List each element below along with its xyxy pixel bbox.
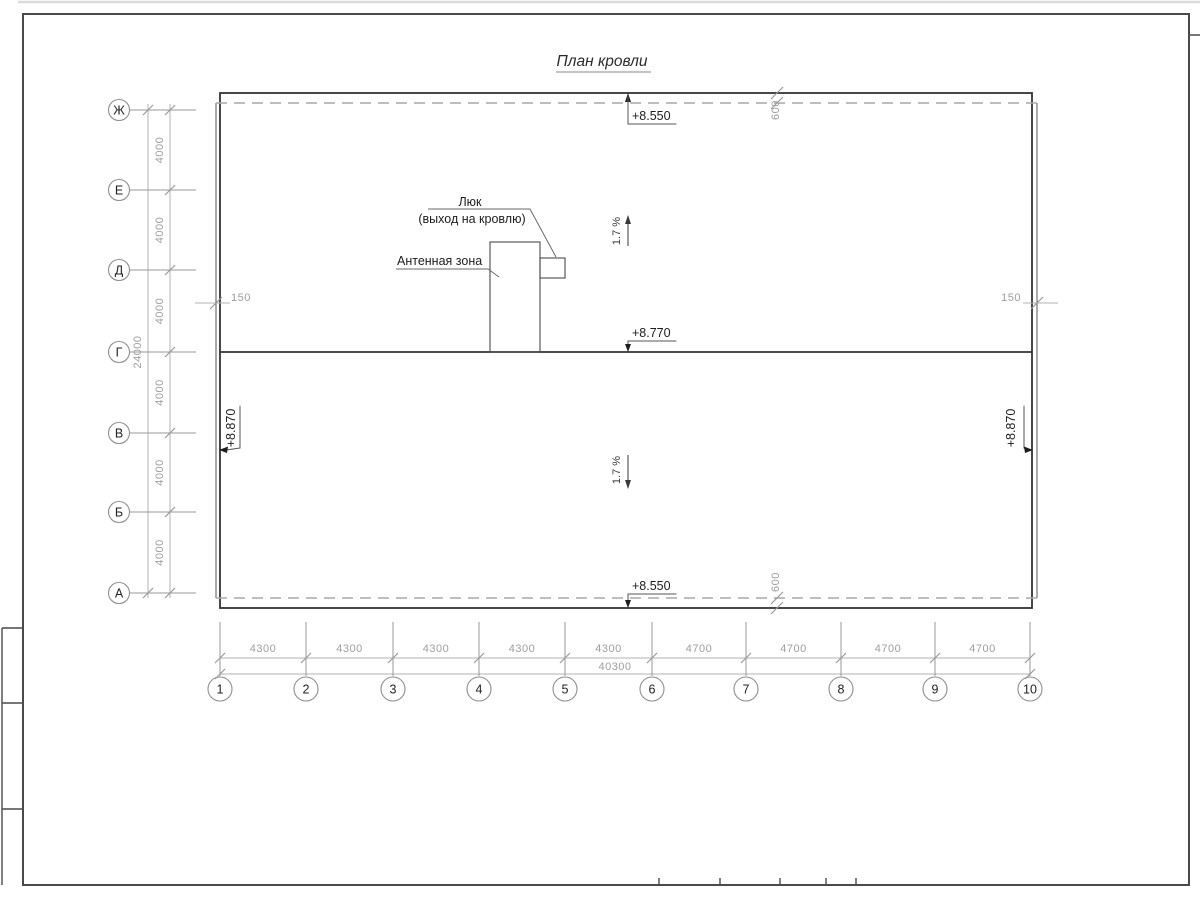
col-segment-dim: 4300 <box>336 643 363 655</box>
row-axis-label: В <box>114 426 124 441</box>
elevation-ridge <box>625 326 676 352</box>
col-segment-dim: 4300 <box>508 643 536 655</box>
col-axis-label: 10 <box>1023 682 1037 697</box>
slope-upper-value: 1.7 % <box>611 216 623 246</box>
roof-hatch-rect <box>540 258 565 278</box>
arrow-down-icon <box>625 480 631 489</box>
col-segment-dim: 4700 <box>874 643 902 655</box>
row-axis-label: Г <box>115 345 123 360</box>
frame-border <box>23 14 1189 885</box>
col-axis-label: 2 <box>302 682 310 697</box>
row-axis-label: Б <box>114 505 124 520</box>
col-axis-label: 1 <box>216 682 224 697</box>
elevation-right-value: +8.870 <box>1004 408 1018 448</box>
row-segment-dim: 4000 <box>154 136 166 164</box>
roof-edge-rect <box>220 93 1032 608</box>
antenna-zone-rect <box>490 242 540 352</box>
parapet-dims <box>195 292 1058 309</box>
col-axis-label: 9 <box>931 682 939 697</box>
row-segment-dim: 4000 <box>154 297 166 325</box>
overhang-top <box>770 87 783 120</box>
col-axis-label: 6 <box>648 682 656 697</box>
arrow-down-icon <box>625 344 631 352</box>
overhang-bottom-value: 600 <box>770 572 782 592</box>
col-segment-dim: 4700 <box>969 643 996 655</box>
row-segment-dim: 4000 <box>154 216 166 244</box>
col-segment-dim: 4700 <box>685 643 713 655</box>
arrow-up-icon <box>625 215 631 224</box>
antenna-zone-group <box>396 195 565 352</box>
parapet-dim-right <box>1001 292 1058 309</box>
col-axis-label: 4 <box>475 682 483 697</box>
elevation-ridge-value: +8.770 <box>632 326 671 340</box>
parapet-left-value: 150 <box>231 292 251 304</box>
slope-upper <box>611 215 631 246</box>
antenna-zone-label: Антенная зона <box>397 254 483 268</box>
slope-lower-value: 1.7 % <box>611 455 623 485</box>
slope-lower <box>611 455 631 489</box>
row-total-dim: 24000 <box>132 335 144 369</box>
sheet-frame <box>2 14 1200 885</box>
col-segment-dim: 4300 <box>249 643 277 655</box>
col-total-dim: 40300 <box>598 661 632 673</box>
row-segment-dim: 4000 <box>154 379 166 406</box>
row-axis-grid <box>109 100 197 604</box>
elevation-left-value: +8.870 <box>224 408 238 448</box>
row-axis-label: Д <box>114 263 124 278</box>
row-axis-label: А <box>114 586 124 601</box>
row-segment-dim: 4000 <box>154 539 166 566</box>
col-segment-dim: 4700 <box>780 643 807 655</box>
roof-outline <box>216 93 1037 608</box>
arrow-down-icon <box>625 600 631 608</box>
elevation-top <box>625 93 676 124</box>
elevation-right-wall <box>1004 406 1033 453</box>
col-axis-label: 7 <box>742 682 750 697</box>
roof-hatch-label-line1: Люк <box>458 195 482 209</box>
row-axis-label: Ж <box>113 103 125 118</box>
col-axis-grid <box>208 622 1042 701</box>
row-segment-dim: 4000 <box>154 459 166 486</box>
parapet-dim-left <box>195 292 251 309</box>
elevation-bottom <box>625 579 676 608</box>
drawing-title: План кровли <box>556 53 648 70</box>
overhang-top-value: 600 <box>770 100 782 120</box>
roof-hatch-label-line2: (выход на кровлю) <box>418 212 526 226</box>
elevation-marks <box>219 93 1033 608</box>
row-axis-label: Е <box>114 183 124 198</box>
elevation-left-wall <box>219 406 240 453</box>
col-axis-label: 5 <box>561 682 569 697</box>
overhang-marks <box>770 87 783 614</box>
col-segment-dim: 4300 <box>422 643 450 655</box>
col-axis-label: 8 <box>837 682 845 697</box>
title-block-ticks <box>659 878 856 884</box>
parapet-right-value: 150 <box>1001 292 1021 304</box>
elevation-bottom-value: +8.550 <box>632 579 671 593</box>
col-axis-label: 3 <box>389 682 397 697</box>
antenna-zone-leader <box>396 269 499 277</box>
elevation-top-value: +8.550 <box>632 109 671 123</box>
col-segment-dim: 4300 <box>595 643 622 655</box>
left-stamp-cells <box>2 628 23 885</box>
